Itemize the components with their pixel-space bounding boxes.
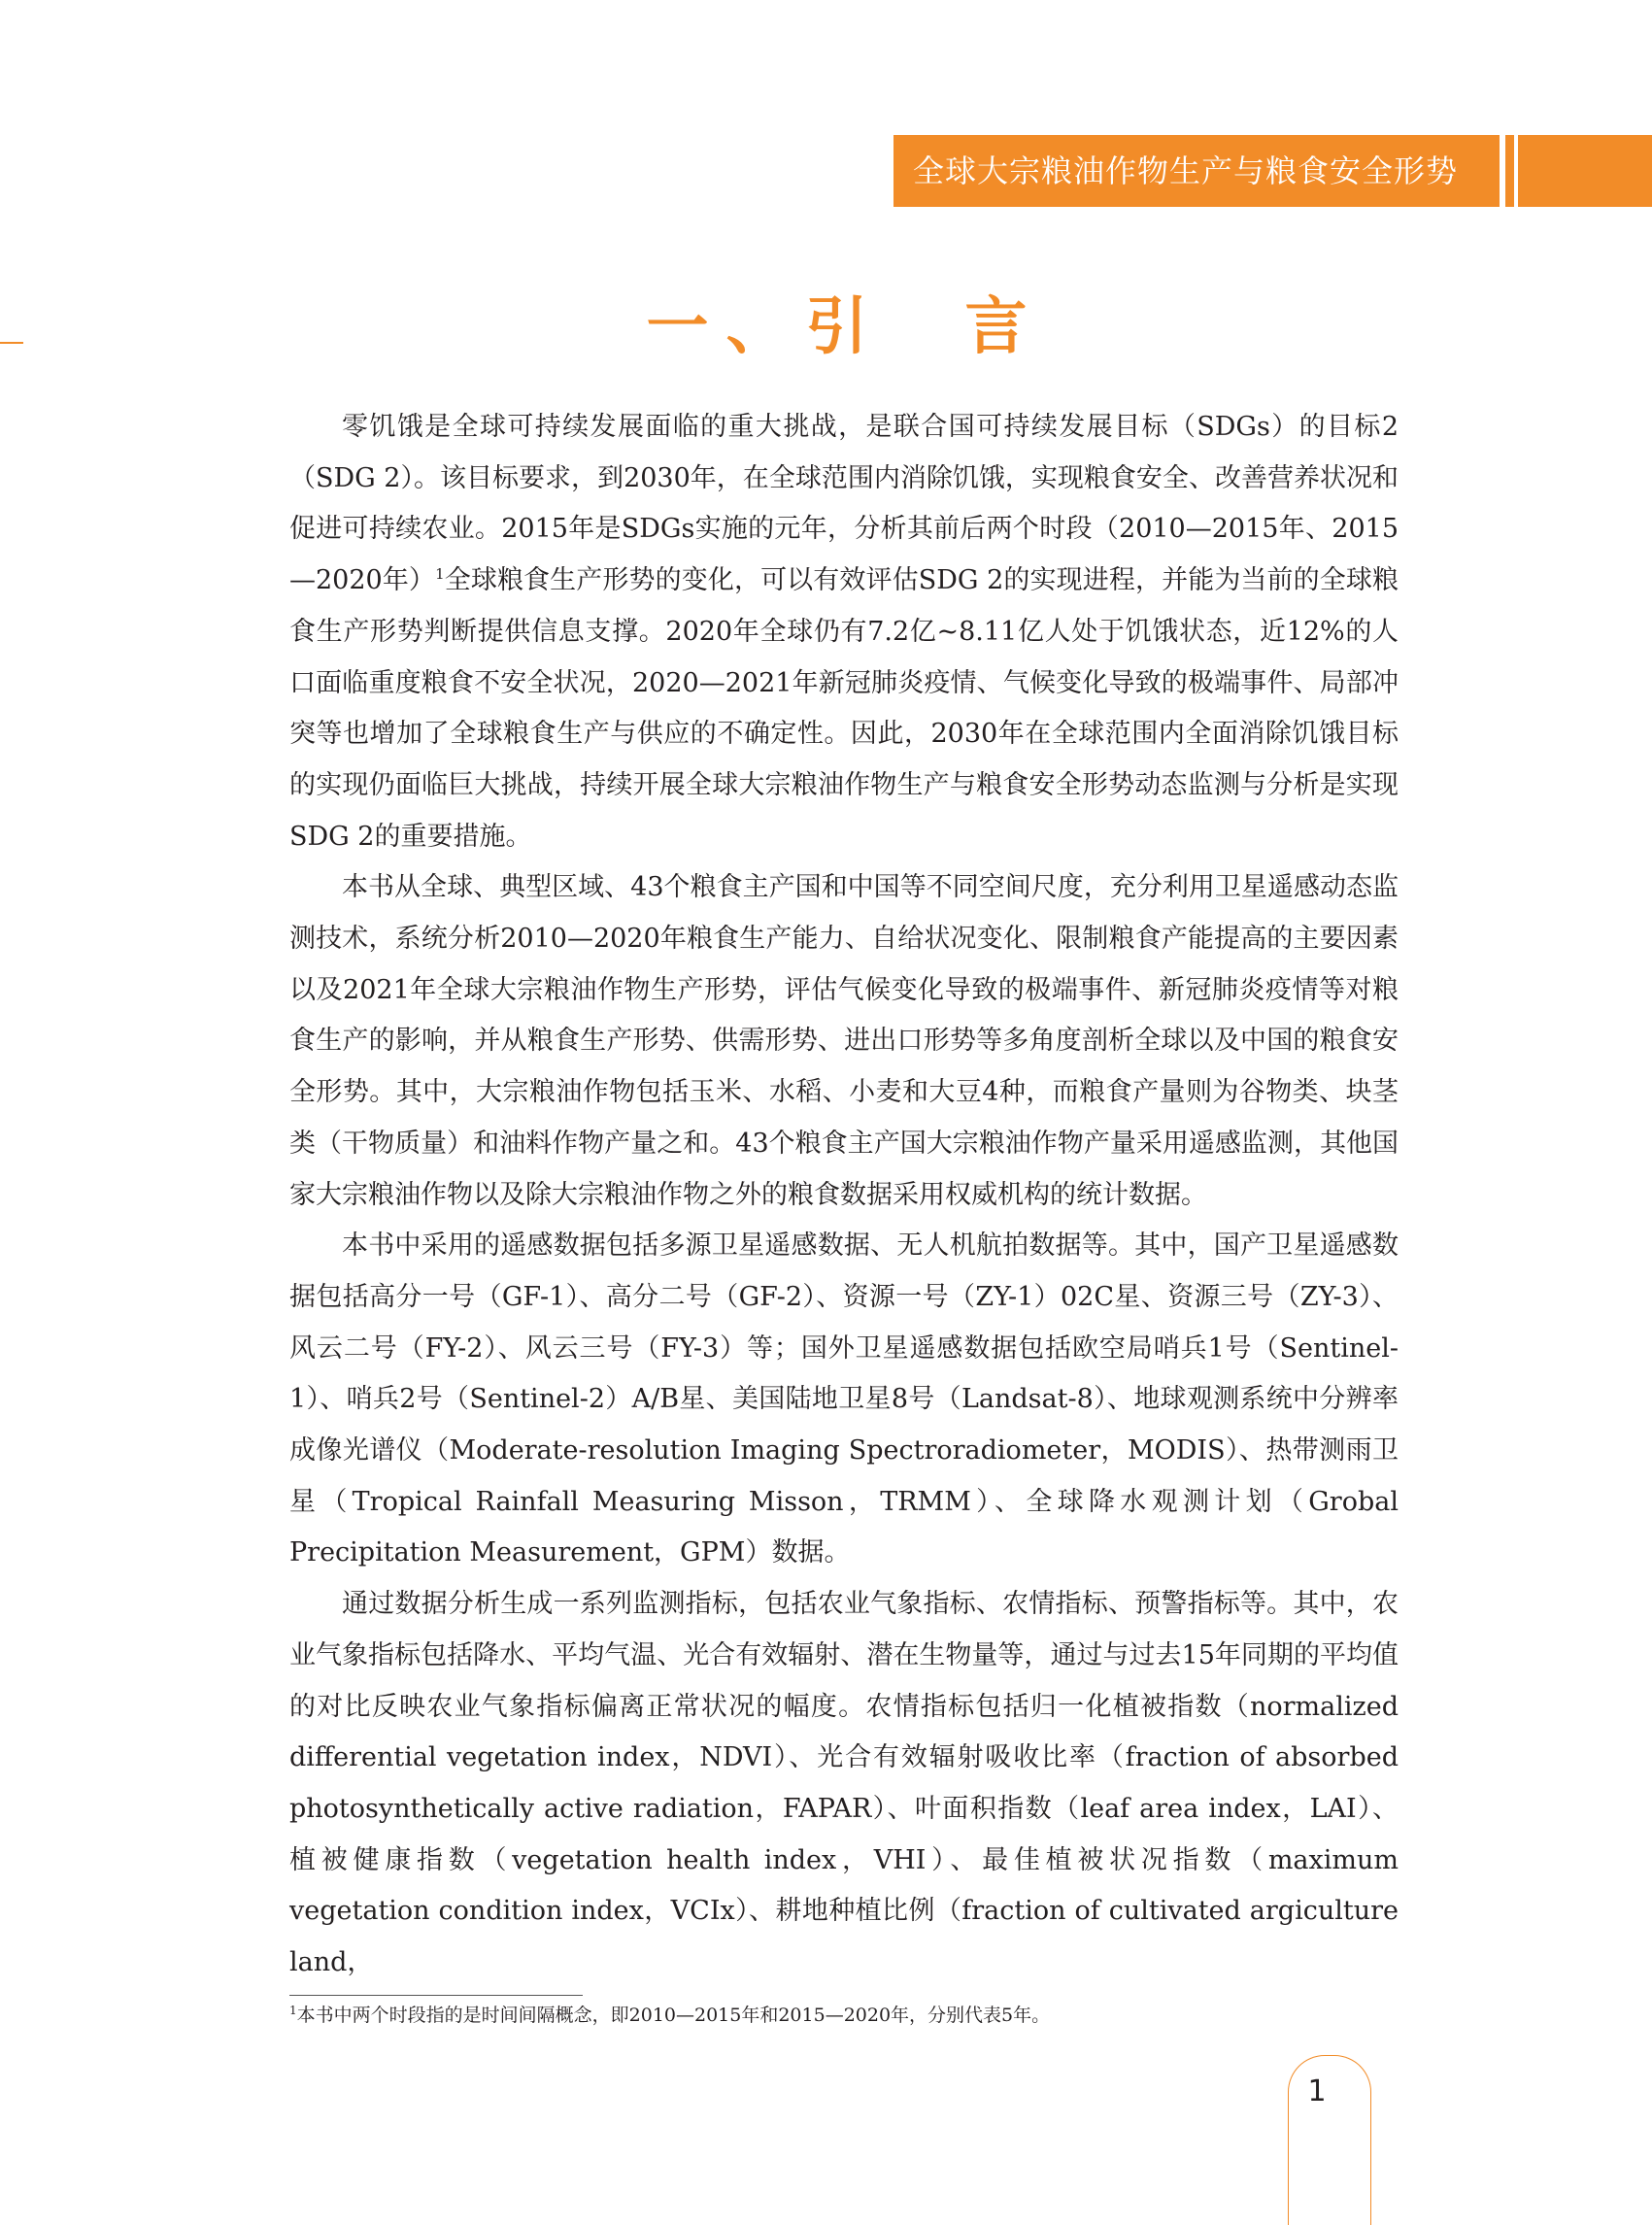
footnote-divider xyxy=(289,1995,583,1996)
paragraph-1-part-a: 零饥饿是全球可持续发展面临的重大挑战，是联合国可持续发展目标（SDGs）的目标2（SDG 2）。该目标要求，到2030年，在全球范围内消除饥饿，实现粮食安全、改善营养状况和促进可持续农业。2015年是SDGs实施的元年，分析其前后两个时段（2010—2015年、2015—2020年） xyxy=(289,412,1399,596)
running-header-title: 全球大宗粮油作物生产与粮食安全形势 xyxy=(913,152,1459,189)
footnote-text: 本书中两个时段指的是时间间隔概念，即2010—2015年和2015—2020年，分别代表5年。 xyxy=(296,2005,1051,2026)
paragraph-1-part-b: 全球粮食生产形势的变化，可以有效评估SDG 2的实现进程，并能为当前的全球粮食生产形势判断提供信息支撑。2020年全球仍有7.2亿~8.11亿人处于饥饿状态，近12%的人口面临重度粮食不安全状况，2020—2021年新冠肺炎疫情、气候变化导致的极端事件、局部冲突等也增加了全球粮食生产与供应的不确定性。因此，2030年在全球范围内全面消除饥饿目标的实现仍面临巨大挑战，持续开展全球大宗粮油作物生产与粮食安全形势动态监测与分析是实现SDG 2的重要措施。 xyxy=(289,565,1399,852)
page-number: 1 xyxy=(1307,2074,1327,2108)
header-stripe-thin xyxy=(1505,135,1514,207)
body-text xyxy=(289,402,1399,1989)
paragraph-3: 本书中采用的遥感数据包括多源卫星遥感数据、无人机航拍数据等。其中，国产卫星遥感数据包括高分一号（GF-1）、高分二号（GF-2）、资源一号（ZY-1）02C星、资源三号（ZY-3）、风云二号（FY-2）、风云三号（FY-3）等；国外卫星遥感数据包括欧空局哨兵1号（Sentinel-1）、哨兵2号（Sentinel-2）A/B星、美国陆地卫星8号（Landsat-8）、地球观测系统中分辨率成像光谱仪（Moderate-resolution Imaging Spectroradiometer，MODIS）、热带测雨卫星（Tropical Rainfall Measuring Misson，TRMM）、全球降水观测计划（Grobal Precipitation Measurement，GPM）数据。 xyxy=(289,1230,1399,1568)
page-number-wrap xyxy=(0,2074,1330,2108)
footnote-marker[interactable]: 1 xyxy=(435,565,445,584)
section-title: 一、引 言 xyxy=(646,290,1045,363)
header-stripe-block xyxy=(1518,135,1652,207)
footnote xyxy=(289,2003,1399,2028)
running-header xyxy=(893,135,1500,207)
paragraph-4: 通过数据分析生成一系列监测指标，包括农业气象指标、农情指标、预警指标等。其中，农业气象指标包括降水、平均气温、光合有效辐射、潜在生物量等，通过与过去15年同期的平均值的对比反映农业气象指标偏离正常状况的幅度。农情指标包括归一化植被指数（normalized differential vegetation index，NDVI）、光合有效辐射吸收比率（fraction of absorbed photosynthetically active radiation，FAPAR）、叶面积指数（leaf area index，LAI）、植被健康指数（vegetation health index，VHI）、最佳植被状况指数（maximum vegetation condition index，VCIx）、耕地种植比例（fraction of cultivated argiculture land， xyxy=(289,1589,1399,1978)
paragraph-2: 本书从全球、典型区域、43个粮食主产国和中国等不同空间尺度，充分利用卫星遥感动态监测技术，系统分析2010—2020年粮食生产能力、自给状况变化、限制粮食产能提高的主要因素以及2021年全球大宗粮油作物生产形势，评估气候变化导致的极端事件、新冠肺炎疫情等对粮食生产的影响，并从粮食生产形势、供需形势、进出口形势等多角度剖析全球以及中国的粮食安全形势。其中，大宗粮油作物包括玉米、水稻、小麦和大豆4种，而粮食产量则为谷物类、块茎类（干物质量）和油料作物产量之和。43个粮食主产国大宗粮油作物产量采用遥感监测，其他国家大宗粮油作物以及除大宗粮油作物之外的粮食数据采用权威机构的统计数据。 xyxy=(289,872,1399,1210)
paragraph-1 xyxy=(289,402,1399,862)
footnote-mark: 1 xyxy=(289,2004,297,2017)
